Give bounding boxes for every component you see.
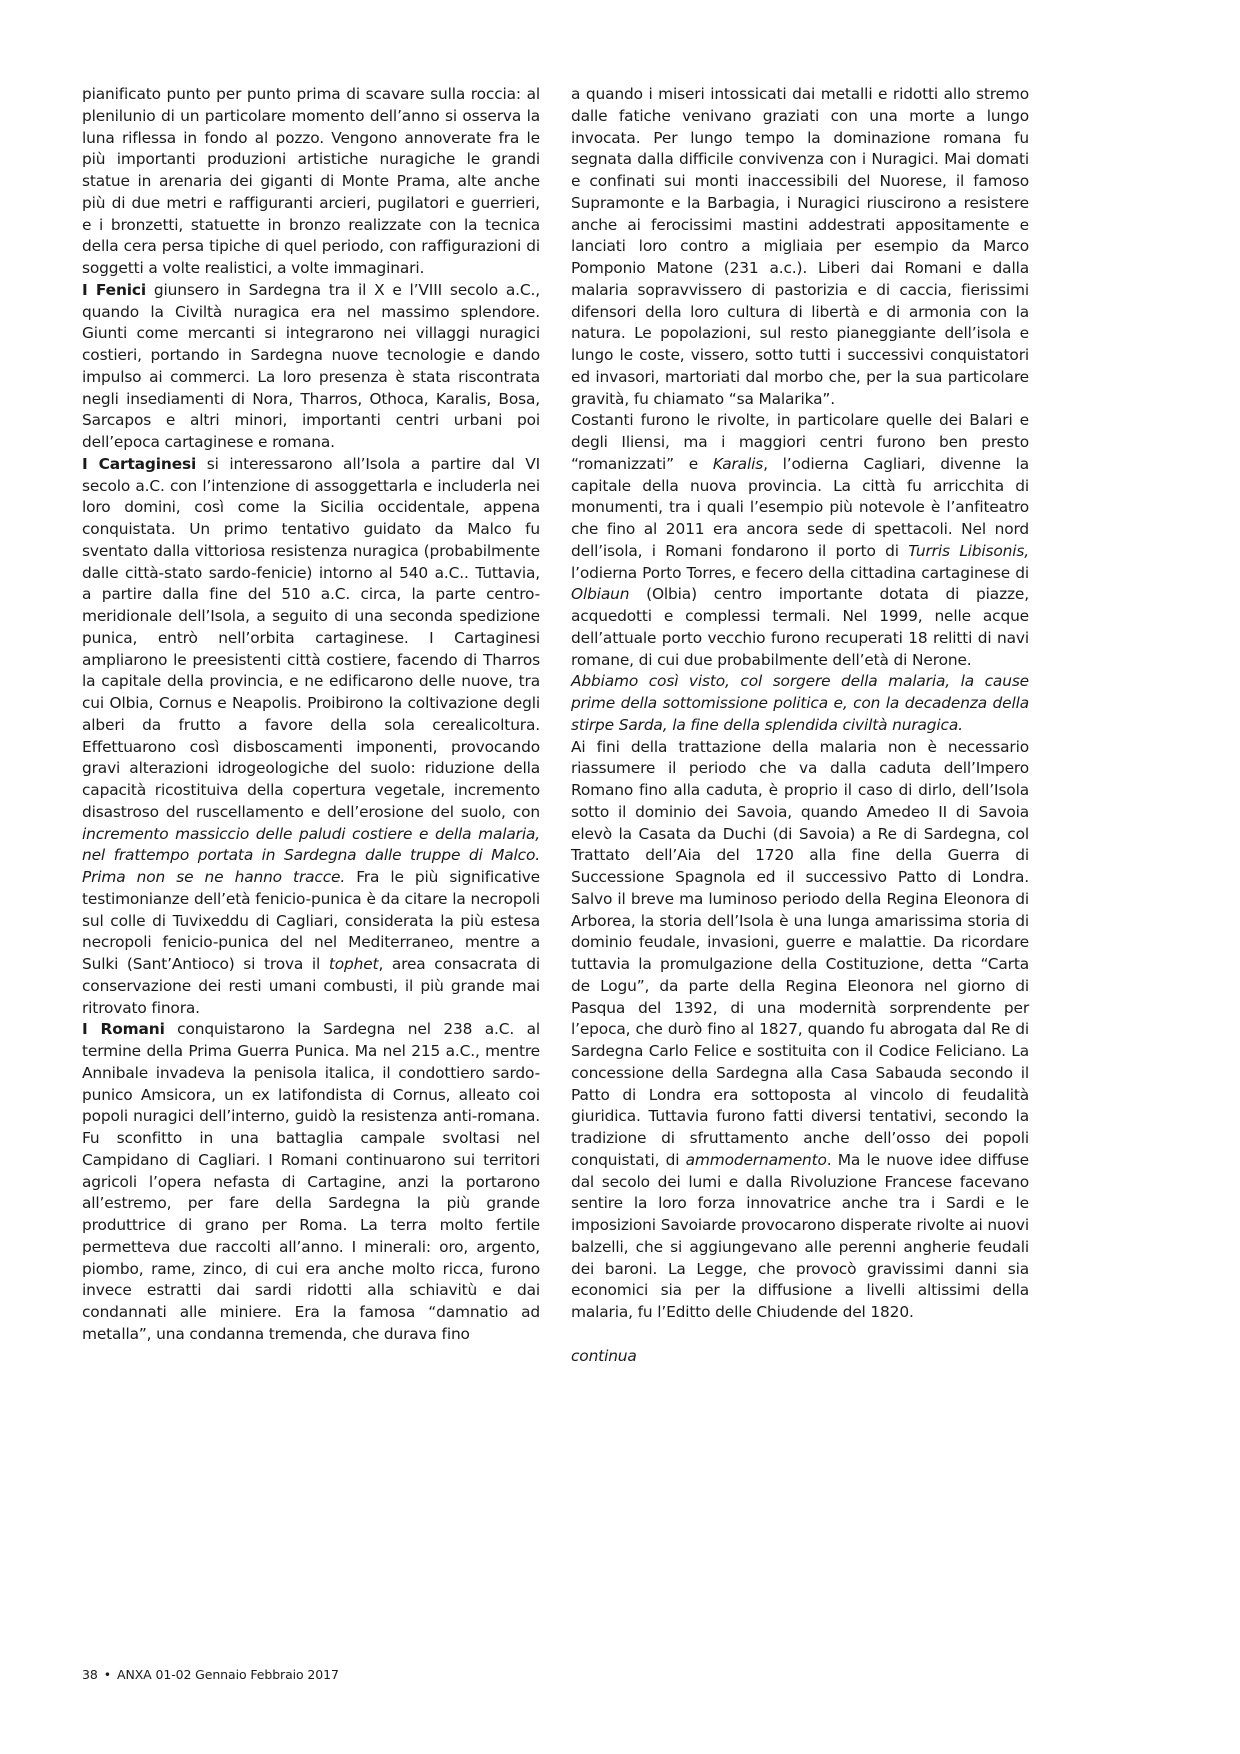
emphasis-text: Abbiamo così visto, col sorgere della malaria, la cause prime della sottomissione politica e, con la decadenza della stirpe Sarda, la fine della splendida civiltà nuragica. — [571, 672, 1029, 734]
section-heading-fenici: I Fenici — [82, 280, 146, 299]
paragraph-romani — [82, 1019, 540, 1345]
emphasis-ammodernamento: ammodernamento — [685, 1150, 827, 1169]
paragraph-text: l’odierna Porto Torres, e fecero della cittadina cartaginese di — [571, 563, 1029, 582]
paragraph-fenici — [82, 280, 540, 454]
paragraph-roman-domination — [571, 84, 1029, 410]
paragraph-cartaginesi — [82, 454, 540, 1020]
emphasis-turris-libisonis: Turris Libisonis, — [908, 541, 1029, 560]
paragraph-rivolte — [571, 410, 1029, 671]
right-column — [571, 84, 1029, 1367]
paragraph-text: (Olbia) centro importante dotata di piazze, acquedotti e complessi termali. Nel 1999, nelle acque dell’attuale porto vecchio furono recuperati 18 relitti di navi romane, di cui due probabilmente dell’età di Nerone. — [571, 585, 1029, 669]
section-heading-cartaginesi: I Cartaginesi — [82, 454, 197, 473]
paragraph-text: , area consacrata di conservazione dei resti umani combusti, il più grande mai ritrovato finora. — [82, 955, 540, 1017]
paragraph-text: conquistarono la Sardegna nel 238 a.C. al termine della Prima Guerra Punica. Ma nel 215 a.C., mentre Annibale invadeva la penisola italica, il condottiero sardo-punico Amsicora, un ex latifondista di Cornus, alleato coi popoli nuragici dell’interno, guidò la resistenza anti-romana. Fu sconfitto in una battaglia campale svoltasi nel Campidano di Cagliari. I Romani continuarono sui territori agricoli l’opera nefasta di Cartagine, anzi la portarono all’estremo, per fare della Sardegna la più grande produttrice di grano per Roma. La terra molto fertile permetteva due raccolti all’anno. I minerali: oro, argento, piombo, rame, zinco, di cui era anche molto ricca, furono invece estratti dai sardi ridotti alla schiavitù e dai condannati alle miniere. Era la famosa “damnatio ad metalla”, una condanna tremenda, che durava fino — [82, 1020, 540, 1343]
emphasis-text: incremento massiccio delle paludi costiere e della malaria, nel frattempo portata in Sardegna dalle truppe di Malco. Prima non se ne hanno tracce. — [82, 824, 540, 886]
paragraph-text: Ai fini della trattazione della malaria non è necessario riassumere il periodo che va dalla caduta dell’Impero Romano fino alla caduta, è proprio il caso di dirlo, dell’Isola sotto il dominio dei Savoia, quando Amedeo II di Savoia elevò la Casata da Duchi (di Savoia) a Re di Sardegna, col Trattato dell’Aia del 1720 alla fine della Guerra di Successione Spagnola ed il successivo Patto di Londra. Salvo il breve ma luminoso periodo della Regina Eleonora di Arborea, la storia dell’Isola è una lunga amarissima storia di dominio feudale, invasioni, guerre e malattie. Da ricordare tuttavia la promulgazione della Costituzione, detta “Carta de Logu”, da parte della Regina Eleonora nel giorno di Pasqua del 1392, di una modernità sorprendente per l’epoca, che durò fino al 1827, quando fu abrogata dal Re di Sardegna Carlo Felice e sostituita con il Codice Feliciano. La concessione della Sardegna alla Casa Sabauda secondo il Patto di Londra era sottoposta al vincolo di feudalità giuridica. Tuttavia furono fatti diversi tentativi, secondo la tradizione di sfruttamento anche dell’osso dei popoli conquistati, di — [571, 737, 1029, 1169]
paragraph-conclusion-italic — [571, 671, 1029, 736]
paragraph-text: , l’odierna Cagliari, divenne la capitale della nuova provincia. La città fu arricchita di monumenti, tra i quali l’esempio più notevole è l’anfiteatro che fino al 2011 era ancora sede di spettacoli. Nel nord dell’isola, i Romani fondarono il porto di — [571, 454, 1029, 560]
emphasis-term-tophet: tophet — [328, 955, 379, 973]
paragraph-text: . Ma le nuove idee diffuse dal secolo dei lumi e dalla Rivoluzione Francese facevano sentire la loro forza innovatrice anche tra i Sardi e le imposizioni Savoiarde provocarono disperate rivolte ai nuovi balzelli, che si aggiungevano alle perenni angherie feudali dei baroni. La Legge, che provocò gravissimi danni sia economici sia per la diffusione a livelli altissimi della malaria, fu l’Editto delle Chiudende del 1820. — [571, 1150, 1029, 1321]
emphasis-karalis: Karalis — [712, 454, 764, 473]
paragraph-text: Fra le più significative testimonianze dell’età fenicio-punica è da citare la necropoli sul colle di Tuvixeddu di Cagliari, considerata la più estesa necropoli fenicio-punica del nel Mediterraneo, mentre a Sulki (Sant’Antioco) si trova il — [82, 868, 540, 973]
paragraph-text: giunsero in Sardegna tra il X e l’VIII secolo a.C., quando la Civiltà nuragica era nel massimo splendore. Giunti come mercanti si integrarono nei villaggi nuragici costieri, portando in Sardegna nuove tecnologie e dando impulso ai commerci. La loro presenza è stata riscontrata negli insediamenti di Nora, Tharros, Othoca, Karalis, Bosa, Sarcapos e altri minori, importanti centri urbani poi dell’epoca cartaginese e romana. — [82, 280, 540, 451]
page-number: 38 — [82, 1667, 98, 1682]
paragraph-text: a quando i miseri intossicati dai metalli e ridotti allo stremo dalle fatiche venivano graziati con una morte a lungo invocata. Per lungo tempo la dominazione romana fu segnata dalla difficile convivenza con i Nuragici. Mai domati e confinati sui monti inaccessibili del Nuorese, il famoso Supramonte e la Barbagia, i Nuragici riuscirono a resistere anche ai ferocissimi mastini addestrati appositamente e lanciati loro contro a migliaia per esempio da Marco Pomponio Matone (231 a.c.). Liberi dai Romani e dalla malaria sopravvissero di pastorizia e di caccia, fierissimi difensori della loro cultura di libertà e di armonia con la natura. Le popolazioni, sul resto pianeggiante dell’isola e lungo le coste, vissero, sotto tutti i successivi conquistatori ed invasori, martoriati dal morbo che, per la sua particolare gravità, fu chiamato “sa Malarika”. — [571, 85, 1029, 408]
publication-info: ANXA 01-02 Gennaio Febbraio 2017 — [117, 1667, 339, 1682]
emphasis-olbiaun: Olbiaun — [571, 585, 630, 604]
paragraph-text: si interessarono all’Isola a partire dal VI secolo a.C. con l’intenzione di assoggettarla e includerla nei loro domini, così come la Sicilia occidentale, appena conquistata. Un primo tentativo guidato da Malco fu sventato dalla vittoriosa resistenza nuragica (probabilmente dalle città-stato sardo-fenicie) intorno al 540 a.C.. Tuttavia, a partire dalla fine del 510 a.C. circa, la parte centro-meridionale dell’Isola, a seguito di una seconda spedizione punica, entrò nell’orbita cartaginese. I Cartaginesi ampliarono le preesistenti città costiere, facendo di Tharros la capitale della provincia, e ne edificarono delle nuove, tra cui Olbia, Cornus e Neapolis. Proibirono la coltivazione degli alberi da frutto a favore della sola cerealicoltura. Effettuarono così disboscamenti imponenti, provocando gravi alterazioni idrogeologiche del suolo: riduzione della capacità ricostituiva della copertura vegetale, incremento disastroso del ruscellamento e dell’erosione del suolo, con — [82, 454, 540, 821]
paragraph-savoia — [571, 737, 1029, 1324]
left-column — [82, 84, 540, 1346]
paragraph-text: pianificato punto per punto prima di scavare sulla roccia: al plenilunio di un particolare momento dell’anno si osserva la luna riflessa in fondo al pozzo. Vengono annoverate fra le più importanti produzioni artistiche nuragiche le grandi statue in arenaria dei giganti di Monte Prama, alte anche più di due metri e raffiguranti arcieri, pugilatori e guerrieri, e i bronzetti, statuette in bronzo realizzate con la tecnica della cera persa tipiche di quel periodo, con raffigurazioni di soggetti a volte realistici, a volte immaginari. — [82, 85, 540, 277]
continua-label: continua — [571, 1346, 637, 1365]
section-heading-romani: I Romani — [82, 1020, 165, 1039]
page-footer — [82, 1667, 339, 1682]
bullet-separator: • — [103, 1667, 111, 1682]
paragraph-nuragic-art — [82, 84, 540, 280]
paragraph-text: Costanti furono le rivolte, in particolare quelle dei Balari e degli Iliensi, ma i maggiori centri furono ben presto “romanizzati” e — [571, 411, 1029, 473]
